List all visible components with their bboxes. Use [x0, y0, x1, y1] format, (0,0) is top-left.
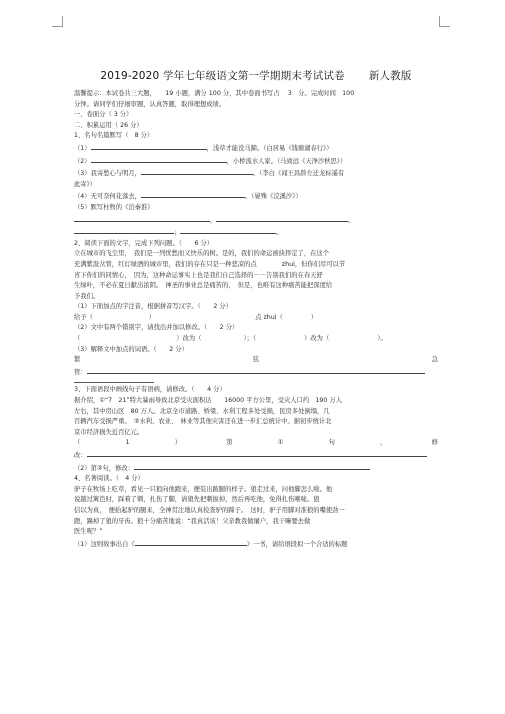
q3-sub-2-label: （2）第②句，修改： [74, 464, 135, 472]
typo-open-1: （ [74, 335, 81, 343]
q1-item-1-number: （1） [74, 144, 91, 152]
corner-mark-left [52, 16, 63, 27]
q3-sub-1-answer [74, 449, 438, 462]
page-title [74, 68, 438, 83]
poem-sep-3: ； [174, 229, 181, 237]
typo-fix-2: ）改为（ [304, 335, 330, 343]
q1-item-5-line-1 [74, 214, 438, 227]
q2-heading: 2、阅读下面的文字，完成下列问题。（ 6 分） [74, 239, 214, 247]
q3-sub-1 [74, 438, 438, 449]
q1-item-2-blank[interactable] [91, 155, 227, 163]
q2-sub-3: （3）解释文中加点的词语。（ 2 分） [74, 345, 188, 353]
corner-mark-right [439, 16, 450, 27]
term-answer-blank[interactable] [87, 366, 425, 374]
q3-sub-2-blank[interactable] [134, 462, 370, 470]
q3-sub-1-token-4: 第 [226, 439, 233, 447]
q2-passage-5: 予我们。 [74, 292, 100, 300]
q3-sub-1-token-2: 1 [125, 439, 130, 447]
part-1-heading: 一、卷面分（ 3 分） [74, 111, 133, 119]
q1-item-3-pre: （3）我寄愁心与明月， [74, 170, 141, 178]
q2-passage-1: 立在城市的飞尘里， 我们是一列忧愁而又快乐的树。是的，我们的命运被抉择定了，在这个 [74, 250, 330, 258]
q1-item-3-blank[interactable] [141, 167, 253, 175]
pinyin-prompt-2: 点 zhuì（ [255, 313, 283, 321]
q3-sub-1-label: 改： [74, 452, 87, 459]
q3-sub-2 [74, 462, 438, 475]
title-suffix: 新人教版 [368, 70, 412, 82]
poem-blank-3[interactable] [74, 226, 174, 234]
q1-item-2 [74, 155, 438, 168]
poem-blank-4[interactable] [180, 226, 276, 234]
q1-item-3-post: 。（李白《闻王昌龄左迁龙标遥有 [252, 170, 345, 178]
q2-sub-1-answer [74, 313, 438, 324]
q2-passage-4: 生绿叶，不必在夏日献出浓阴。 神圣的事业总是痛苦的， 但是，也唯有这种痛苦能把深度给 [74, 282, 333, 290]
q4-heading: 4、名著阅读。（ 4 分） [74, 475, 144, 483]
q3-passage-3: 百辆汽车受损严重。 ②水利、农业、 林业等其他灾害还在进一步汇总统计中。据初步统计北 [74, 418, 332, 426]
poem-sep-4: 。 [276, 229, 283, 237]
q1-item-1-text: ，浅草才能没马蹄。（白居易《钱塘湖春行》） [206, 144, 333, 152]
exam-page [74, 68, 438, 550]
q3-sub-1-blank[interactable] [87, 449, 427, 457]
q4-passage-1: 驴子在牧场上吃草，看见一只狼向他跑来，便装出跛腿的样子。狼走过来，问他脚怎么啦。他 [74, 485, 333, 493]
q1-item-3-tail: 此寄》） [74, 180, 97, 188]
q1-item-1 [74, 142, 438, 155]
poem-sep-2: 。 [348, 216, 355, 224]
typo-fix-1: ）改为（ [176, 335, 202, 343]
part-2-heading: 二、积累运用（ 26 分） [74, 121, 143, 129]
poem-sep-1: ， [210, 216, 217, 224]
q1-item-1-blank[interactable] [91, 142, 207, 150]
q2-sub-3-answer [74, 366, 438, 379]
q1-item-4 [74, 190, 438, 203]
q3-sub-1-token-6: 句 [328, 439, 335, 447]
q1-item-3 [74, 167, 438, 180]
q4-sub-1 [74, 538, 438, 551]
q4-passage-4: 蹬，踢掉了狼的牙齿。狼十分痛苦地说：“我真活该！父亲教我做屠户，我干嘛要去做 [74, 517, 311, 525]
term-char-1: 繁 [74, 356, 81, 364]
q3-sub-1-token-8: 修 [431, 439, 438, 447]
q2-sub-2: （2）文中有两个错别字，请找出并加以修改。（ 2 分） [74, 324, 239, 332]
q2-passage-3: 省下你们的同情心， 因为，这种命运事实上也是我们自己选择的－－告别我们的在春天舒 [74, 271, 323, 279]
q2-sub-3-term [74, 355, 438, 366]
typo-close-2: ）。 [377, 335, 387, 343]
q2-sub-1: （1）下面加点的字注音，根据拼音写汉字。（ 2 分） [74, 303, 232, 311]
pinyin-close-2: ） [310, 313, 318, 321]
q3-passage-2: 左右，其中房山区 80 万人。北京全市道路、桥梁、水利工程多处受损，民房多处倒塌，几 [74, 407, 330, 415]
q3-passage-4: 京市经济损失近百亿元。 [74, 428, 144, 436]
q1-item-4-post: 。（晏殊《浣溪沙》） [244, 193, 302, 201]
q3-heading: 3、下面语段中画线句子有语病，请修改。（ 4 分） [74, 386, 226, 394]
title-main: 2019-2020 学年七年级语文第一学期期末考试试卷 [100, 70, 345, 82]
term-char-3: 急 [431, 356, 438, 364]
q3-passage-1: 据介绍，①“7 21”特大暴雨导致北京受灾面积达 16000 平方公里，受灾人口约 190 万人 [74, 397, 343, 405]
q3-sub-1-token-5: ① [277, 439, 284, 447]
q1-item-2-text: ，小桥流水人家。（马致远《天净沙秋思》） [226, 157, 347, 165]
q4-book-blank[interactable] [135, 538, 247, 546]
q1-item-4-blank[interactable] [141, 190, 245, 198]
q4-passage-5: 医生呢？” [74, 528, 103, 536]
notice-line-1: 温馨提示：本试卷共三大题， 19 小题，满分 100 分，其中卷面书写占 3 分。完成时间 100 [74, 90, 355, 97]
notice-line-2: 分钟。请同学们仔细审题，认真答题，取得理想成绩。 [74, 100, 226, 108]
typo-open-2: ）；（ [243, 335, 257, 343]
q4-passage-3: 信以为真， 便抬起驴的腿来，全神贯注地认真检查驴的蹄子。 这时，驴子用脚对准狼的嘴使劲一 [74, 506, 345, 514]
pinyin-close-1: ） [148, 313, 156, 321]
term-char-2: 弦 [252, 356, 260, 364]
pinyin-prompt-1: 给予（ [74, 313, 93, 321]
q4-passage-2: 说越过篱笆时，踩着了刺，扎伤了脚，请狼先把刺拔掉，然后再吃他，免得扎伤喉咙。狼 [74, 496, 320, 504]
q3-sub-1-token-7: ， [380, 439, 387, 447]
poem-blank-2[interactable] [216, 214, 348, 222]
q1-item-5: （5）默写杜牧的《泊秦淮》 [74, 203, 154, 211]
term-char-4: 管： [74, 368, 87, 376]
q3-sub-1-token-3: ） [174, 439, 182, 447]
q2-passage-2: 充满紫汲岔管，红灯绿酒的城市里，我们的存在只是一种悲凉的点 zhui，但你们尽可以节 [74, 260, 346, 268]
q1-item-4-pre: （4）无可奈何花落去， [74, 193, 141, 201]
q4-sub-1-post: 》一书，请给语段拟一个合适的标题 [246, 540, 348, 548]
poem-blank-1[interactable] [74, 214, 210, 222]
q2-answer-rule [74, 381, 154, 383]
q3-sub-1-token-1: （ [74, 439, 81, 447]
q4-sub-1-pre: （1）这则故事出自《 [74, 540, 135, 548]
q1-item-2-number: （2） [74, 157, 91, 165]
q1-heading: 1、名句名篇默写（ 8 分） [74, 132, 154, 140]
q2-sub-2-answer [74, 334, 438, 345]
q1-item-5-line-2 [74, 226, 438, 239]
